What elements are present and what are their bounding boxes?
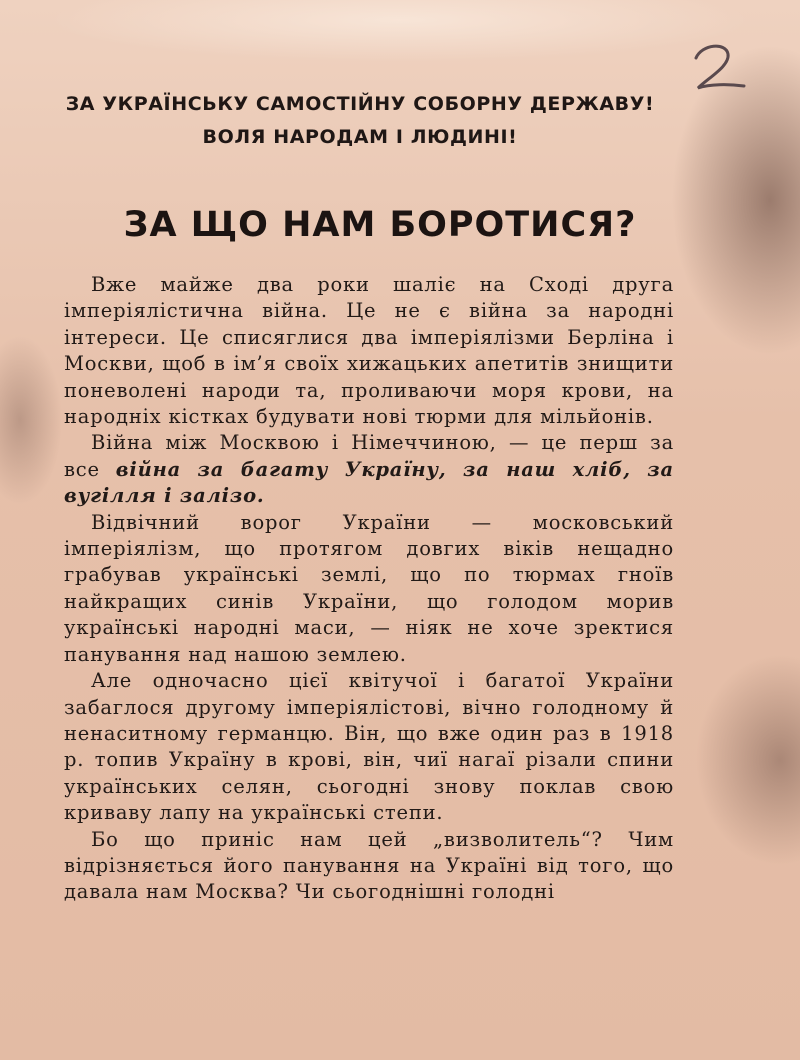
paragraph-2-emphasis: війна за багату Україну, за наш хліб, за вугілля і залізо. xyxy=(64,457,674,508)
paragraph-4: Але одночасно цієї квітучої і багатої України забаглося другому імперіялістові, вічно голодному й ненаситному германцю. Він, що вже один раз в 1918 р. топив Україну в крові, він, чиї нагаї різали спини українських селян, сьогодні знову поклав свою криваву лапу на українські степи. xyxy=(64,669,674,825)
paragraph-1: Вже майже два роки шаліє на Сході друга імперіялістична війна. Це не є війна за народні інтереси. Це списяглися два імперіялізми Берліна і Москви, щоб в ім’я своїх хижацьких апетитів знищити поневолені народи та, проливаючи моря крови, на народніх кістках будувати нові тюрми для мільйонів. xyxy=(64,273,674,429)
paragraph-2-text: Війна між Москвою і Німеччиною, — це перш за все xyxy=(64,431,674,481)
body-text xyxy=(64,272,674,906)
paragraph-2 xyxy=(64,430,674,509)
page-title: ЗА ЩО НАМ БОРОТИСЯ? xyxy=(123,205,637,245)
paragraph-3: Відвічний ворог України — московський імперіялізм, що протягом довгих віків нещадно грабував українські землі, що по тюрмах гноїв найкращих синів України, що голодом морив українські народні маси, — ніяк не хоче зректися панування над нашою землею. xyxy=(64,510,674,666)
slogan-line-1: ЗА УКРАЇНСЬКУ САМОСТІЙНУ СОБОРНУ ДЕРЖАВУ! xyxy=(65,93,655,115)
slogan-line-2: ВОЛЯ НАРОДАМ І ЛЮДИНІ! xyxy=(202,126,518,148)
handwritten-page-number xyxy=(688,40,748,95)
paragraph-5: Бо що приніс нам цей „визволитель“? Чим відрізняється його панування на Україні від того, що давала нам Москва? Чи сьогоднішні голодні xyxy=(64,827,674,904)
